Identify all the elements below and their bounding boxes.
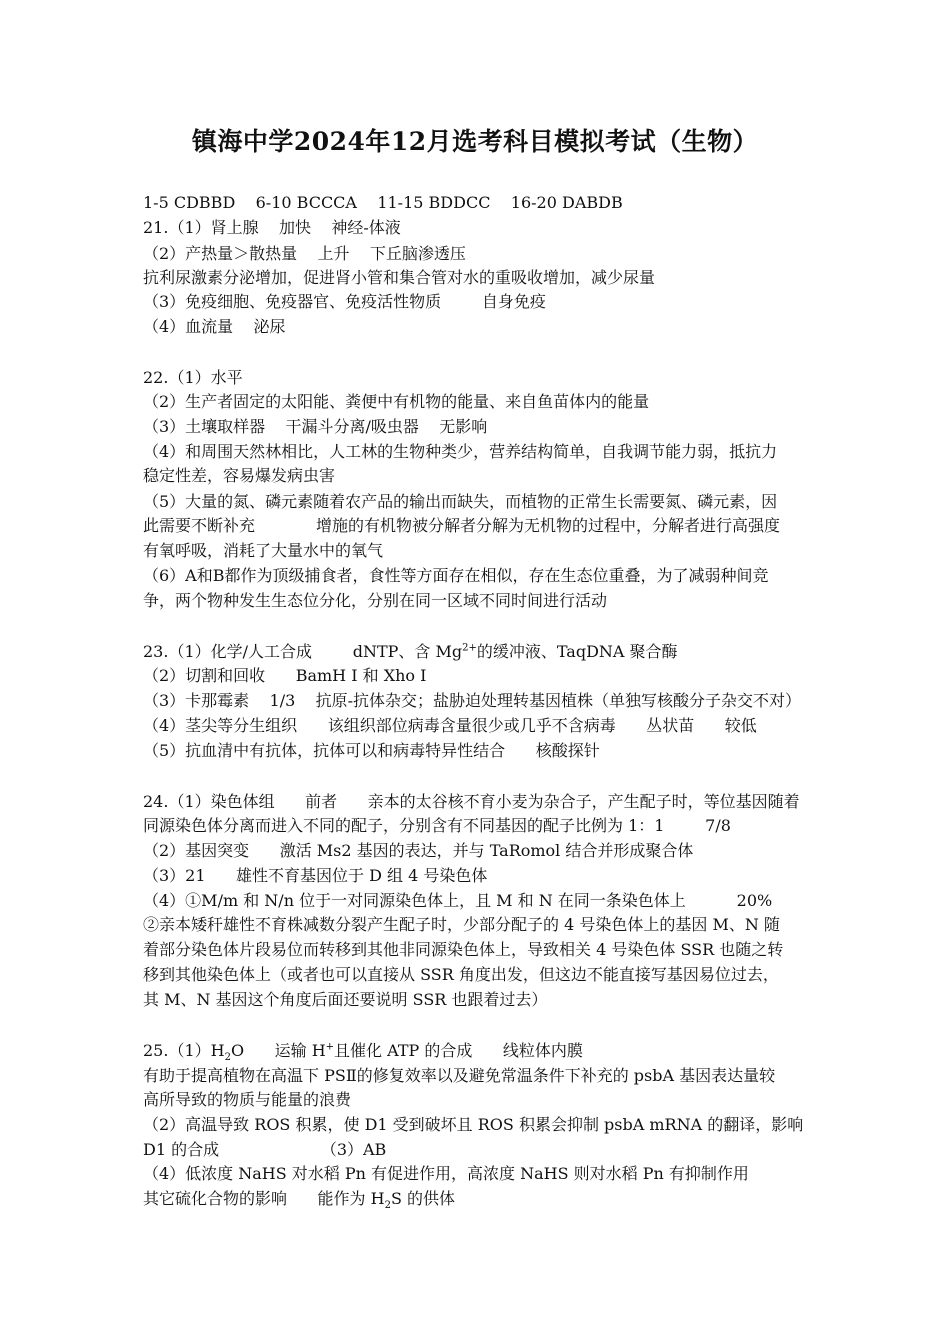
q24-line-6: ②亲本矮秆雄性不育株减数分裂产生配子时，少部分配子的 4 号染色体上的基因 M、N 随 xyxy=(143,915,780,934)
q22-line-4: （4）和周围天然林相比，人工林的生物种类少，营养结构简单，自我调节能力弱，抵抗力 xyxy=(143,442,778,461)
q25-line-1-text-b: O 运输 H xyxy=(230,1041,326,1060)
q22-line-1: 22.（1）水平 xyxy=(143,368,243,387)
q25-line-7-text-b: S 的供体 xyxy=(390,1189,455,1208)
q25-line-1-subscript: 2 xyxy=(224,1052,231,1064)
q21-line-2: （2）产热量＞散热量 上升 下丘脑渗透压 xyxy=(143,244,466,263)
q23-line-1 xyxy=(143,640,823,664)
q25-line-4: （2）高温导致 ROS 积累，使 D1 受到破坏且 ROS 积累会抑制 psbA mRNA 的翻译，影响 xyxy=(143,1115,804,1134)
q22-line-3: （3）土壤取样器 干漏斗分离/吸虫器 无影响 xyxy=(143,417,488,436)
q25-line-3: 高所导致的物质与能量的浪费 xyxy=(143,1090,352,1109)
q22-line-2: （2）生产者固定的太阳能、粪便中有机物的能量、来自鱼苗体内的能量 xyxy=(143,392,650,411)
mc-answers: 1-5 CDBBD 6-10 BCCCA 11-15 BDDCC 16-20 DABDB xyxy=(143,193,623,212)
q24-line-4: （3）21 雄性不育基因位于 D 组 4 号染色体 xyxy=(143,866,488,885)
q22-line-10: 争，两个物种发生生态位分化，分别在同一区域不同时间进行活动 xyxy=(143,591,608,610)
q22-line-8: 有氧呼吸，消耗了大量水中的氧气 xyxy=(143,541,384,560)
q23-line-3: （3）卡那霉素 1/3 抗原-抗体杂交；盐胁迫处理转基因植株（单独写核酸分子杂交不对） xyxy=(143,691,802,710)
q21-line-4: （3）免疫细胞、免疫器官、免疫活性物质 自身免疫 xyxy=(143,292,546,311)
q22-line-5: 稳定性差，容易爆发病虫害 xyxy=(143,466,336,485)
q25-line-2: 有助于提高植物在高温下 PSⅡ的修复效率以及避免常温条件下补充的 psbA 基因表达量较 xyxy=(143,1066,776,1085)
q21-line-5: （4）血流量 泌尿 xyxy=(143,317,286,336)
page-title: 镇海中学2024年12月选考科目模拟考试（生物） xyxy=(191,127,759,156)
q23-line-1-text-a: 23.（1）化学/人工合成 dNTP、含 Mg xyxy=(143,642,463,661)
q24-line-8: 移到其他染色体上（或者也可以直接从 SSR 角度出发，但这边不能直接写基因易位过去， xyxy=(143,965,779,984)
q23-line-4: （4）茎尖等分生组织 该组织部位病毒含量很少或几乎不含病毒 丛状苗 较低 xyxy=(143,716,757,735)
q22-line-6: （5）大量的氮、磷元素随着农产品的输出而缺失，而植物的正常生长需要氮、磷元素，因 xyxy=(143,492,778,511)
q25-line-5: D1 的合成 （3）AB xyxy=(143,1140,387,1159)
q24-line-5: （4）①M/m 和 N/n 位于一对同源染色体上，且 M 和 N 在同一条染色体上 20% xyxy=(143,891,773,910)
q21-line-3: 抗利尿激素分泌增加，促进肾小管和集合管对水的重吸收增加，减少尿量 xyxy=(143,268,656,287)
q24-line-2: 同源染色体分离而进入不同的配子，分别含有不同基因的配子比例为 1：1 7/8 xyxy=(143,816,731,835)
q22-line-9: （6）A和B都作为顶级捕食者，食性等方面存在相似，存在生态位重叠，为了减弱种间竞 xyxy=(143,566,769,585)
q25-line-7-subscript: 2 xyxy=(384,1200,391,1212)
q25-line-1-text-a: 25.（1）H xyxy=(143,1041,225,1060)
q24-line-3: （2）基因突变 激活 Ms2 基因的表达，并与 TaRomol 结合并形成聚合体 xyxy=(143,841,694,860)
q25-line-7-text-a: 其它硫化合物的影响 能作为 H xyxy=(143,1189,385,1208)
q21-line-1: 21.（1）肾上腺 加快 神经-体液 xyxy=(143,218,401,237)
q24-line-7: 着部分染色体片段易位而转移到其他非同源染色体上，导致相关 4 号染色体 SSR 也随之转 xyxy=(143,940,784,959)
q23-line-1-text-b: 的缓冲液、TaqDNA 聚合酶 xyxy=(476,642,678,661)
q23-line-2: （2）切割和回收 BamH Ⅰ 和 Xho Ⅰ xyxy=(143,666,427,685)
q23-line-1-superscript: 2+ xyxy=(462,642,477,654)
q25-line-6: （4）低浓度 NaHS 对水稻 Pn 有促进作用，高浓度 NaHS 则对水稻 Pn 有抑制作用 xyxy=(143,1164,749,1183)
q23-line-5: （5）抗血清中有抗体，抗体可以和病毒特异性结合 核酸探针 xyxy=(143,741,600,760)
q25-line-1 xyxy=(143,1039,823,1063)
q22-line-7: 此需要不断补充 增施的有机物被分解者分解为无机物的过程中，分解者进行高强度 xyxy=(143,516,781,535)
q24-line-1: 24.（1）染色体组 前者 亲本的太谷核不育小麦为杂合子，产生配子时，等位基因随着 xyxy=(143,792,800,811)
q25-line-1-text-c: 且催化 ATP 的合成 线粒体内膜 xyxy=(334,1041,583,1060)
q25-line-1-superscript: + xyxy=(325,1041,335,1053)
q25-line-7 xyxy=(143,1187,823,1211)
q24-line-9: 其 M、N 基因这个角度后面还要说明 SSR 也跟着过去） xyxy=(143,990,548,1009)
